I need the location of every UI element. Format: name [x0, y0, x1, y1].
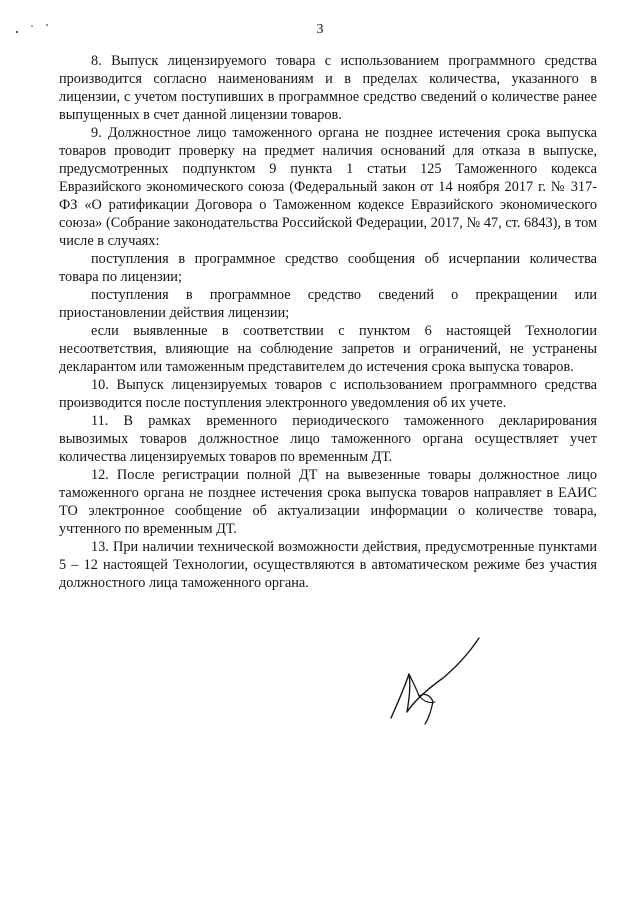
- handwritten-signature: [385, 630, 495, 730]
- paragraph-9-case-2: поступления в программное средство сведений о прекращении или приостановлении действия лицензии;: [59, 287, 597, 321]
- paragraph-10: 10. Выпуск лицензируемых товаров с использованием программного средства производится после поступления электронного уведомления об их учете.: [59, 377, 597, 411]
- page-number: 3: [316, 22, 324, 37]
- paragraph-12: 12. После регистрации полной ДТ на вывезенные товары должностное лицо таможенного органа не позднее истечения срока выпуска товаров направляет в ЕАИС ТО электронное сообщение об актуализации информации о количестве товара, учтенного по временным ДТ.: [59, 467, 597, 537]
- document-body: [59, 52, 597, 592]
- paragraph-9-case-1: поступления в программное средство сообщения об исчерпании количества товара по лицензии;: [59, 251, 597, 285]
- paragraph-13: 13. При наличии технической возможности действия, предусмотренные пунктами 5 – 12 настоящей Технологии, осуществляются в автоматическом режиме без участия должностного лица таможенного органа.: [59, 539, 597, 591]
- paragraph-9: 9. Должностное лицо таможенного органа не позднее истечения срока выпуска товаров проводит проверку на предмет наличия оснований для отказа в выпуске, предусмотренных подпунктом 9 пункта 1 статьи 125 Таможенного кодекса Евразийского экономического союза (Федеральный закон от 14 ноября 2017 г. № 317-ФЗ «О ратификации Договора о Таможенном кодексе Евразийского экономического союза» (Собрание законодательства Российской Федерации, 2017, № 47, ст. 6843), в том числе в случаях:: [59, 125, 597, 249]
- paragraph-8: 8. Выпуск лицензируемого товара с использованием программного средства производится согласно наименованиям и в пределах количества, указанного в лицензии, с учетом поступивших в программное средство сведений о количестве ранее выпущенных в счет данной лицензии товаров.: [59, 53, 597, 123]
- paragraph-11: 11. В рамках временного периодического таможенного декларирования вывозимых товаров должностное лицо таможенного органа осуществляет учет количества лицензируемых товаров по временным ДТ.: [59, 413, 597, 465]
- paragraph-9-case-3: если выявленные в соответствии с пунктом 6 настоящей Технологии несоответствия, влияющие на соблюдение запретов и ограничений, не устранены декларантом или таможенным представителем до истечения срока выпуска товаров.: [59, 323, 597, 375]
